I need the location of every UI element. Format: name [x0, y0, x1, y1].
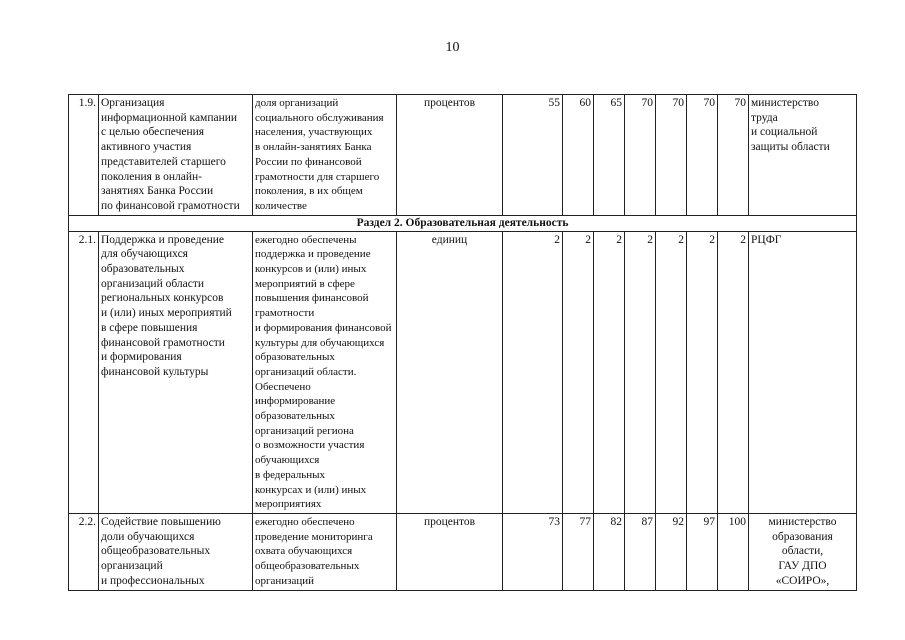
value-cell: 70: [656, 95, 687, 216]
event-cell: Поддержка и проведение для обучающихся образовательных организаций области региональных конкурсов и (или) иных мероприятий в сфере повышения финансовой грамотности и формирования финансовой культуры: [99, 231, 253, 513]
row-number: 2.1.: [69, 231, 99, 513]
program-table: [68, 94, 857, 591]
page-number: 10: [445, 40, 460, 55]
value-cell: 70: [625, 95, 656, 216]
table-row: [69, 95, 857, 216]
value-cell: 70: [718, 95, 749, 216]
indicator-cell: ежегодно обеспечено проведение мониторинга охвата обучающихся общеобразовательных организаций: [253, 513, 397, 590]
value-cell: 87: [625, 513, 656, 590]
value-cell: 73: [503, 513, 563, 590]
responsible-cell: РЦФГ: [749, 231, 857, 513]
unit-cell: процентов: [397, 513, 503, 590]
value-cell: 97: [687, 513, 718, 590]
value-cell: 92: [656, 513, 687, 590]
row-number: 2.2.: [69, 513, 99, 590]
value-cell: 65: [594, 95, 625, 216]
indicator-cell: ежегодно обеспечены поддержка и проведение конкурсов и (или) иных мероприятий в сфере повышения финансовой грамотности и формирования финансовой культуры для обучающихся образовательных организаций области. Обеспечено информирование образовательных организаций региона о возможности участия обучающихся в федеральных конкурсах и (или) иных мероприятиях: [253, 231, 397, 513]
unit-cell: единиц: [397, 231, 503, 513]
section-title: Раздел 2. Образовательная деятельность: [69, 215, 857, 231]
table-row: [69, 513, 857, 590]
value-cell: 60: [563, 95, 594, 216]
event-cell: Организация информационной кампании с целью обеспечения активного участия представителей старшего поколения в онлайн- занятиях Банка России по финансовой грамотности: [99, 95, 253, 216]
value-cell: 2: [503, 231, 563, 513]
section-header-row: [69, 215, 857, 231]
responsible-cell: министерство труда и социальной защиты области: [749, 95, 857, 216]
value-cell: 70: [687, 95, 718, 216]
value-cell: 2: [718, 231, 749, 513]
value-cell: 55: [503, 95, 563, 216]
value-cell: 2: [594, 231, 625, 513]
unit-cell: процентов: [397, 95, 503, 216]
indicator-cell: доля организаций социального обслуживания населения, участвующих в онлайн-занятиях Банка России по финансовой грамотности для старшего поколения, в их общем количестве: [253, 95, 397, 216]
value-cell: 2: [563, 231, 594, 513]
row-number: 1.9.: [69, 95, 99, 216]
table-row: [69, 231, 857, 513]
value-cell: 2: [656, 231, 687, 513]
event-cell: Содействие повышению доли обучающихся общеобразовательных организаций и профессиональных: [99, 513, 253, 590]
value-cell: 2: [625, 231, 656, 513]
responsible-cell: министерство образования области, ГАУ ДПО «СОИРО»,: [749, 513, 857, 590]
value-cell: 77: [563, 513, 594, 590]
value-cell: 100: [718, 513, 749, 590]
value-cell: 82: [594, 513, 625, 590]
value-cell: 2: [687, 231, 718, 513]
